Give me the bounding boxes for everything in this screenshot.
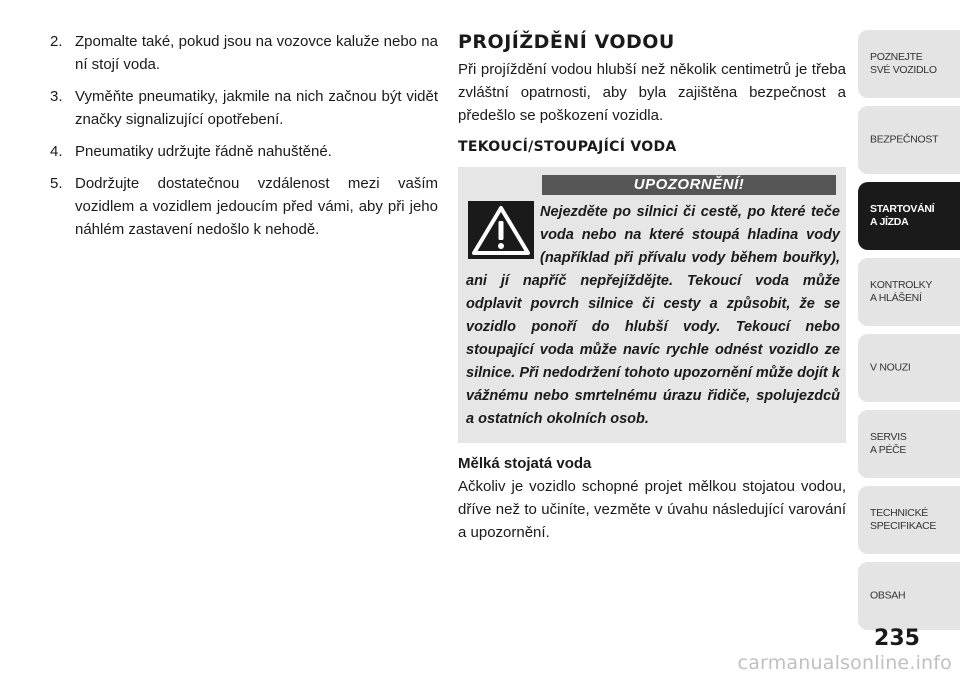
warning-text: Nejezděte po silnici či cestě, po které teče voda nebo na které stoupá hladina vody (například při přívalu vody během bouřky), ani jí napříč nepřejíždějte. Tekoucí voda může odplavit povrch silnice či cesty a způsobit, že se vozidlo ponoří do hlubší vody. Tekoucí nebo stoupající voda může navíc rychle odnést vozidlo ze silnice. Při nedodržení tohoto upozornění může dojít k vážnému nebo smrtelnému úrazu řidiče, spolujezdců a ostatních okolních osob. xyxy=(466,204,840,427)
list-text: Zpomalte také, pokud jsou na vozovce kaluže nebo na ní stojí voda. xyxy=(75,33,438,73)
list-item xyxy=(50,85,438,131)
tab-label: TECHNICKÉ SPECIFIKACE xyxy=(870,507,937,532)
page-number: 235 xyxy=(874,626,920,651)
tab-label: POZNEJTE SVÉ VOZIDLO xyxy=(870,51,937,76)
watermark: carmanualsonline.info xyxy=(737,652,952,674)
warning-label: UPOZORNĚNÍ! xyxy=(542,175,836,195)
tab-bezpecnost[interactable] xyxy=(858,106,960,174)
list-text: Dodržujte dostatečnou vzdálenost mezi vaším vozidlem a vozidlem jedoucím před vámi, aby při jeho náhlém zastavení nedošlo k nehodě. xyxy=(75,175,438,238)
list-item xyxy=(50,30,438,76)
tab-v-nouzi[interactable] xyxy=(858,334,960,402)
tab-kontrolky-a-hlaseni[interactable] xyxy=(858,258,960,326)
list-item xyxy=(50,172,438,241)
list-number: 3. xyxy=(50,88,63,105)
section-intro: Při projíždění vodou hlubší než několik centimetrů je třeba zvláštní opatrnosti, aby byla zajištěna bezpečnost a předešlo se poškození vozidla. xyxy=(458,61,846,124)
chapter-tabs xyxy=(858,30,960,638)
warning-box xyxy=(458,167,846,443)
right-column xyxy=(458,30,846,544)
list-number: 5. xyxy=(50,175,63,192)
tab-label: STARTOVÁNÍ A JÍZDA xyxy=(870,203,935,228)
tab-technicke-specifikace[interactable] xyxy=(858,486,960,554)
list-text: Vyměňte pneumatiky, jakmile na nich začnou být vidět značky signalizující opotřebení. xyxy=(75,88,438,128)
section-title: PROJÍŽDĚNÍ VODOU xyxy=(458,31,675,53)
tab-label: BEZPEČNOST xyxy=(870,133,939,146)
section-subtitle: TEKOUCÍ/STOUPAJÍCÍ VODA xyxy=(458,139,677,155)
shallow-water-text: Ačkoliv je vozidlo schopné projet mělkou stojatou vodou, dříve než to učiníte, vezměte v úvahu následující varování a upozornění. xyxy=(458,478,846,541)
left-column xyxy=(50,30,438,250)
tab-label: OBSAH xyxy=(870,589,906,602)
tab-startovani-a-jizda[interactable] xyxy=(858,182,960,250)
list-number: 2. xyxy=(50,33,63,50)
tab-poznejte-sve-vozidlo[interactable] xyxy=(858,30,960,98)
tab-obsah[interactable] xyxy=(858,562,960,630)
list-number: 4. xyxy=(50,143,63,160)
list-text: Pneumatiky udržujte řádně nahuštěné. xyxy=(75,143,332,160)
tab-label: SERVIS A PÉČE xyxy=(870,431,907,456)
warning-triangle-icon xyxy=(468,201,534,259)
tab-label: KONTROLKY A HLÁŠENÍ xyxy=(870,279,933,304)
shallow-water-heading: Mělká stojatá voda xyxy=(458,455,592,472)
list-item xyxy=(50,140,438,163)
tab-servis-a-pece[interactable] xyxy=(858,410,960,478)
tab-label: V NOUZI xyxy=(870,361,911,374)
